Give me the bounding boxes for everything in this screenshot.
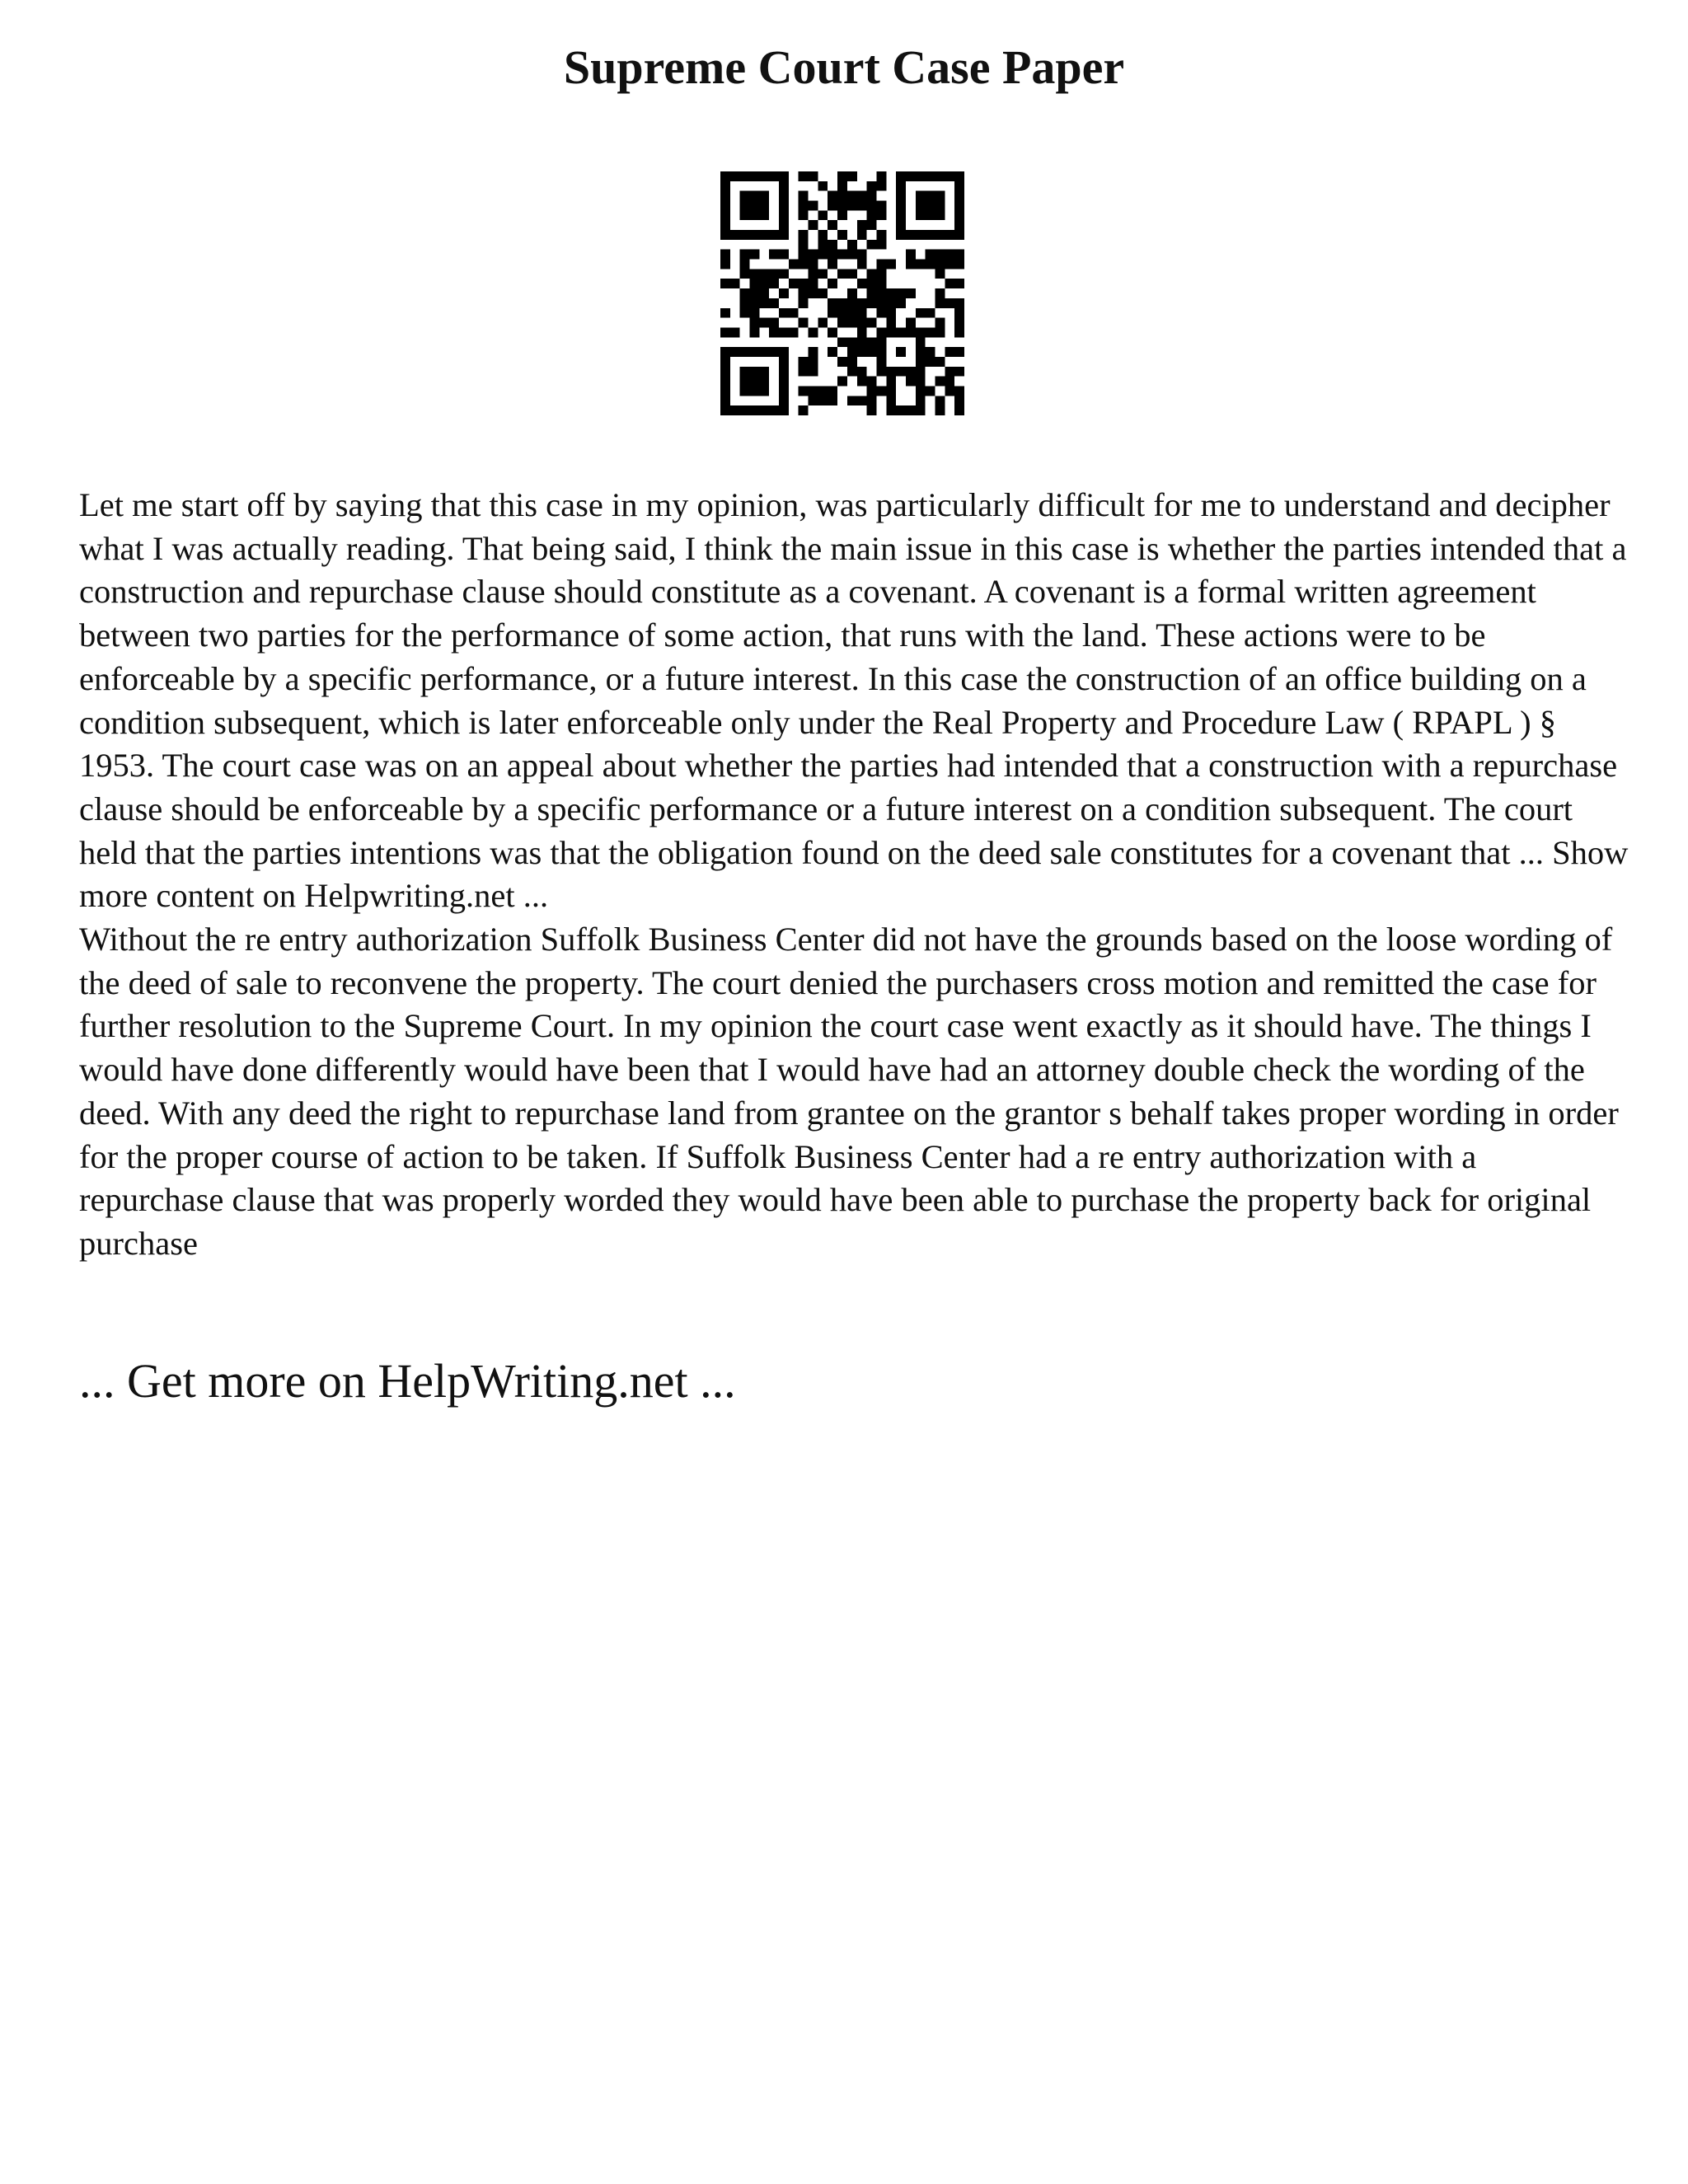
paragraph-1: Let me start off by saying that this case in my opinion, was particularly difficult for me to understand and decipher what I was actually reading. That being said, I think the main issue in this case is whether the parties intended that a construction and repurchase clause should constitute as a covenant. A covenant is a formal written agreement between two parties for the performance of some action, that runs with the land. These actions were to be enforceable by a specific performance, or a future interest. In this case the construction of an office building on a condition subsequent, which is later enforceable only under the Real Property and Procedure Law ( RPAPL ) § 1953. The court case was on an appeal about whether the parties had intended that a construction with a repurchase clause should be enforceable by a specific performance or a future interest on a condition subsequent. The court held that the parties intentions was that the obligation found on the deed sale constitutes for a covenant that ... Show more content on Helpwriting.net ... (79, 486, 1629, 915)
qr-code-icon (720, 171, 964, 415)
page-title: Supreme Court Case Paper (563, 40, 1125, 94)
paragraph-2: Without the re entry authorization Suffolk Business Center did not have the grounds based on the loose wording of the deed of sale to reconvene the property. The court denied the purchasers cross motion and remitted the case for further resolution to the Supreme Court. In my opinion the court case went exactly as it should have. The things I would have done differently would have been that I would have had an attorney double check the wording of the deed. With any deed the right to repurchase land from grantee on the grantor s behalf takes proper wording in order for the proper course of action to be taken. If Suffolk Business Center had a re entry authorization with a repurchase clause that was properly worded they would have been able to purchase the property back for original purchase (79, 921, 1619, 1262)
article-body (79, 484, 1629, 1266)
get-more-link[interactable]: ... Get more on HelpWriting.net ... (79, 1354, 736, 1408)
qr-code (720, 171, 964, 415)
